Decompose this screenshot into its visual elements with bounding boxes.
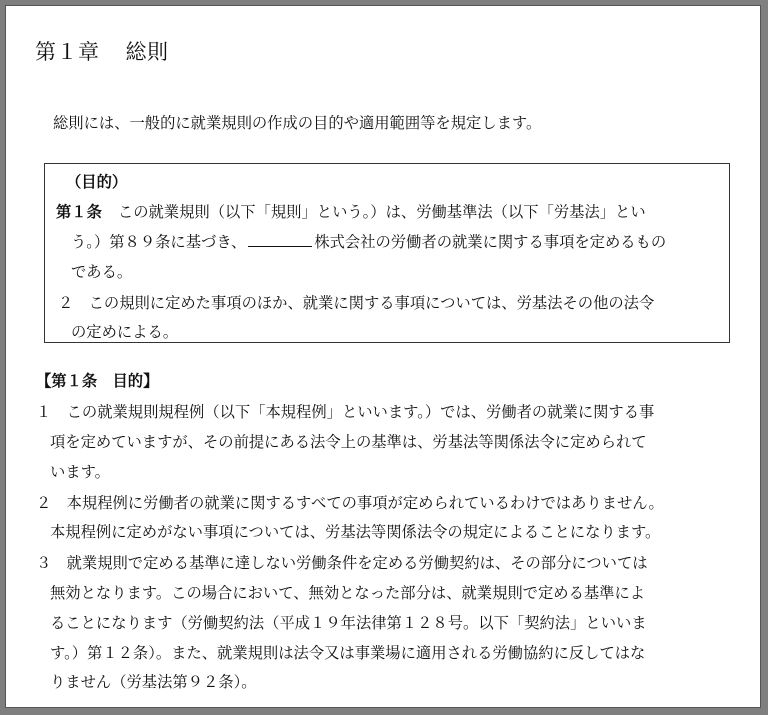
document-page	[5, 5, 761, 708]
article-box	[44, 163, 730, 343]
commentary-line: １ この就業規則規程例（以下「本規程例」といいます。）では、労働者の就業に関する事	[36, 403, 655, 421]
article-heading: （目的）	[66, 173, 128, 191]
chapter-name: 総則	[125, 40, 169, 64]
article-text-1: この就業規則（以下「規則」という。）は、労働基準法（以下「労基法」とい	[117, 203, 646, 221]
article-text-2a: う。）第８９条に基づき、	[71, 233, 247, 251]
article-text-2b: 株式会社の労働者の就業に関する事項を定めるもの	[314, 233, 667, 251]
commentary-heading: 【第１条 目的】	[36, 372, 159, 390]
commentary-line: 本規程例に定めがない事項については、労基法等関係法令の規定によることになります。	[50, 523, 661, 541]
commentary-line: ２ 本規程例に労働者の就業に関するすべての事項が定められているわけではありません。	[36, 494, 664, 512]
article-para2-line-1: ２ この規則に定めた事項のほか、就業に関する事項については、労基法その他の法令	[58, 294, 655, 312]
company-name-blank	[248, 232, 312, 247]
commentary-line: ることになります（労働契約法（平成１９年法律第１２８号。以下「契約法」といいま	[50, 614, 647, 632]
chapter-number: 第１章	[35, 40, 100, 64]
article-para2-line-2: の定めによる。	[71, 323, 179, 341]
commentary-line: 無効となります。この場合において、無効となった部分は、就業規則で定める基準によ	[50, 584, 646, 602]
article-line-1	[56, 201, 646, 223]
article-line-2	[71, 231, 666, 253]
commentary-line: 項を定めていますが、その前提にある法令上の基準は、労基法等関係法令に定められて	[50, 433, 647, 451]
article-label: 第１条	[56, 203, 102, 221]
article-line-3: である。	[71, 263, 133, 281]
commentary-line: す。）第１２条）。また、就業規則は法令又は事業場に適用される労働協約に反してはな	[50, 644, 646, 662]
commentary-line: います。	[50, 463, 110, 481]
chapter-intro: 総則には、一般的に就業規則の作成の目的や適用範囲等を規定します。	[53, 114, 542, 132]
commentary-line: ３ 就業規則で定める基準に達しない労働条件を定める労働契約は、その部分については	[36, 554, 648, 572]
chapter-title	[35, 36, 169, 66]
commentary-line: りません（労基法第９２条）。	[50, 673, 257, 691]
